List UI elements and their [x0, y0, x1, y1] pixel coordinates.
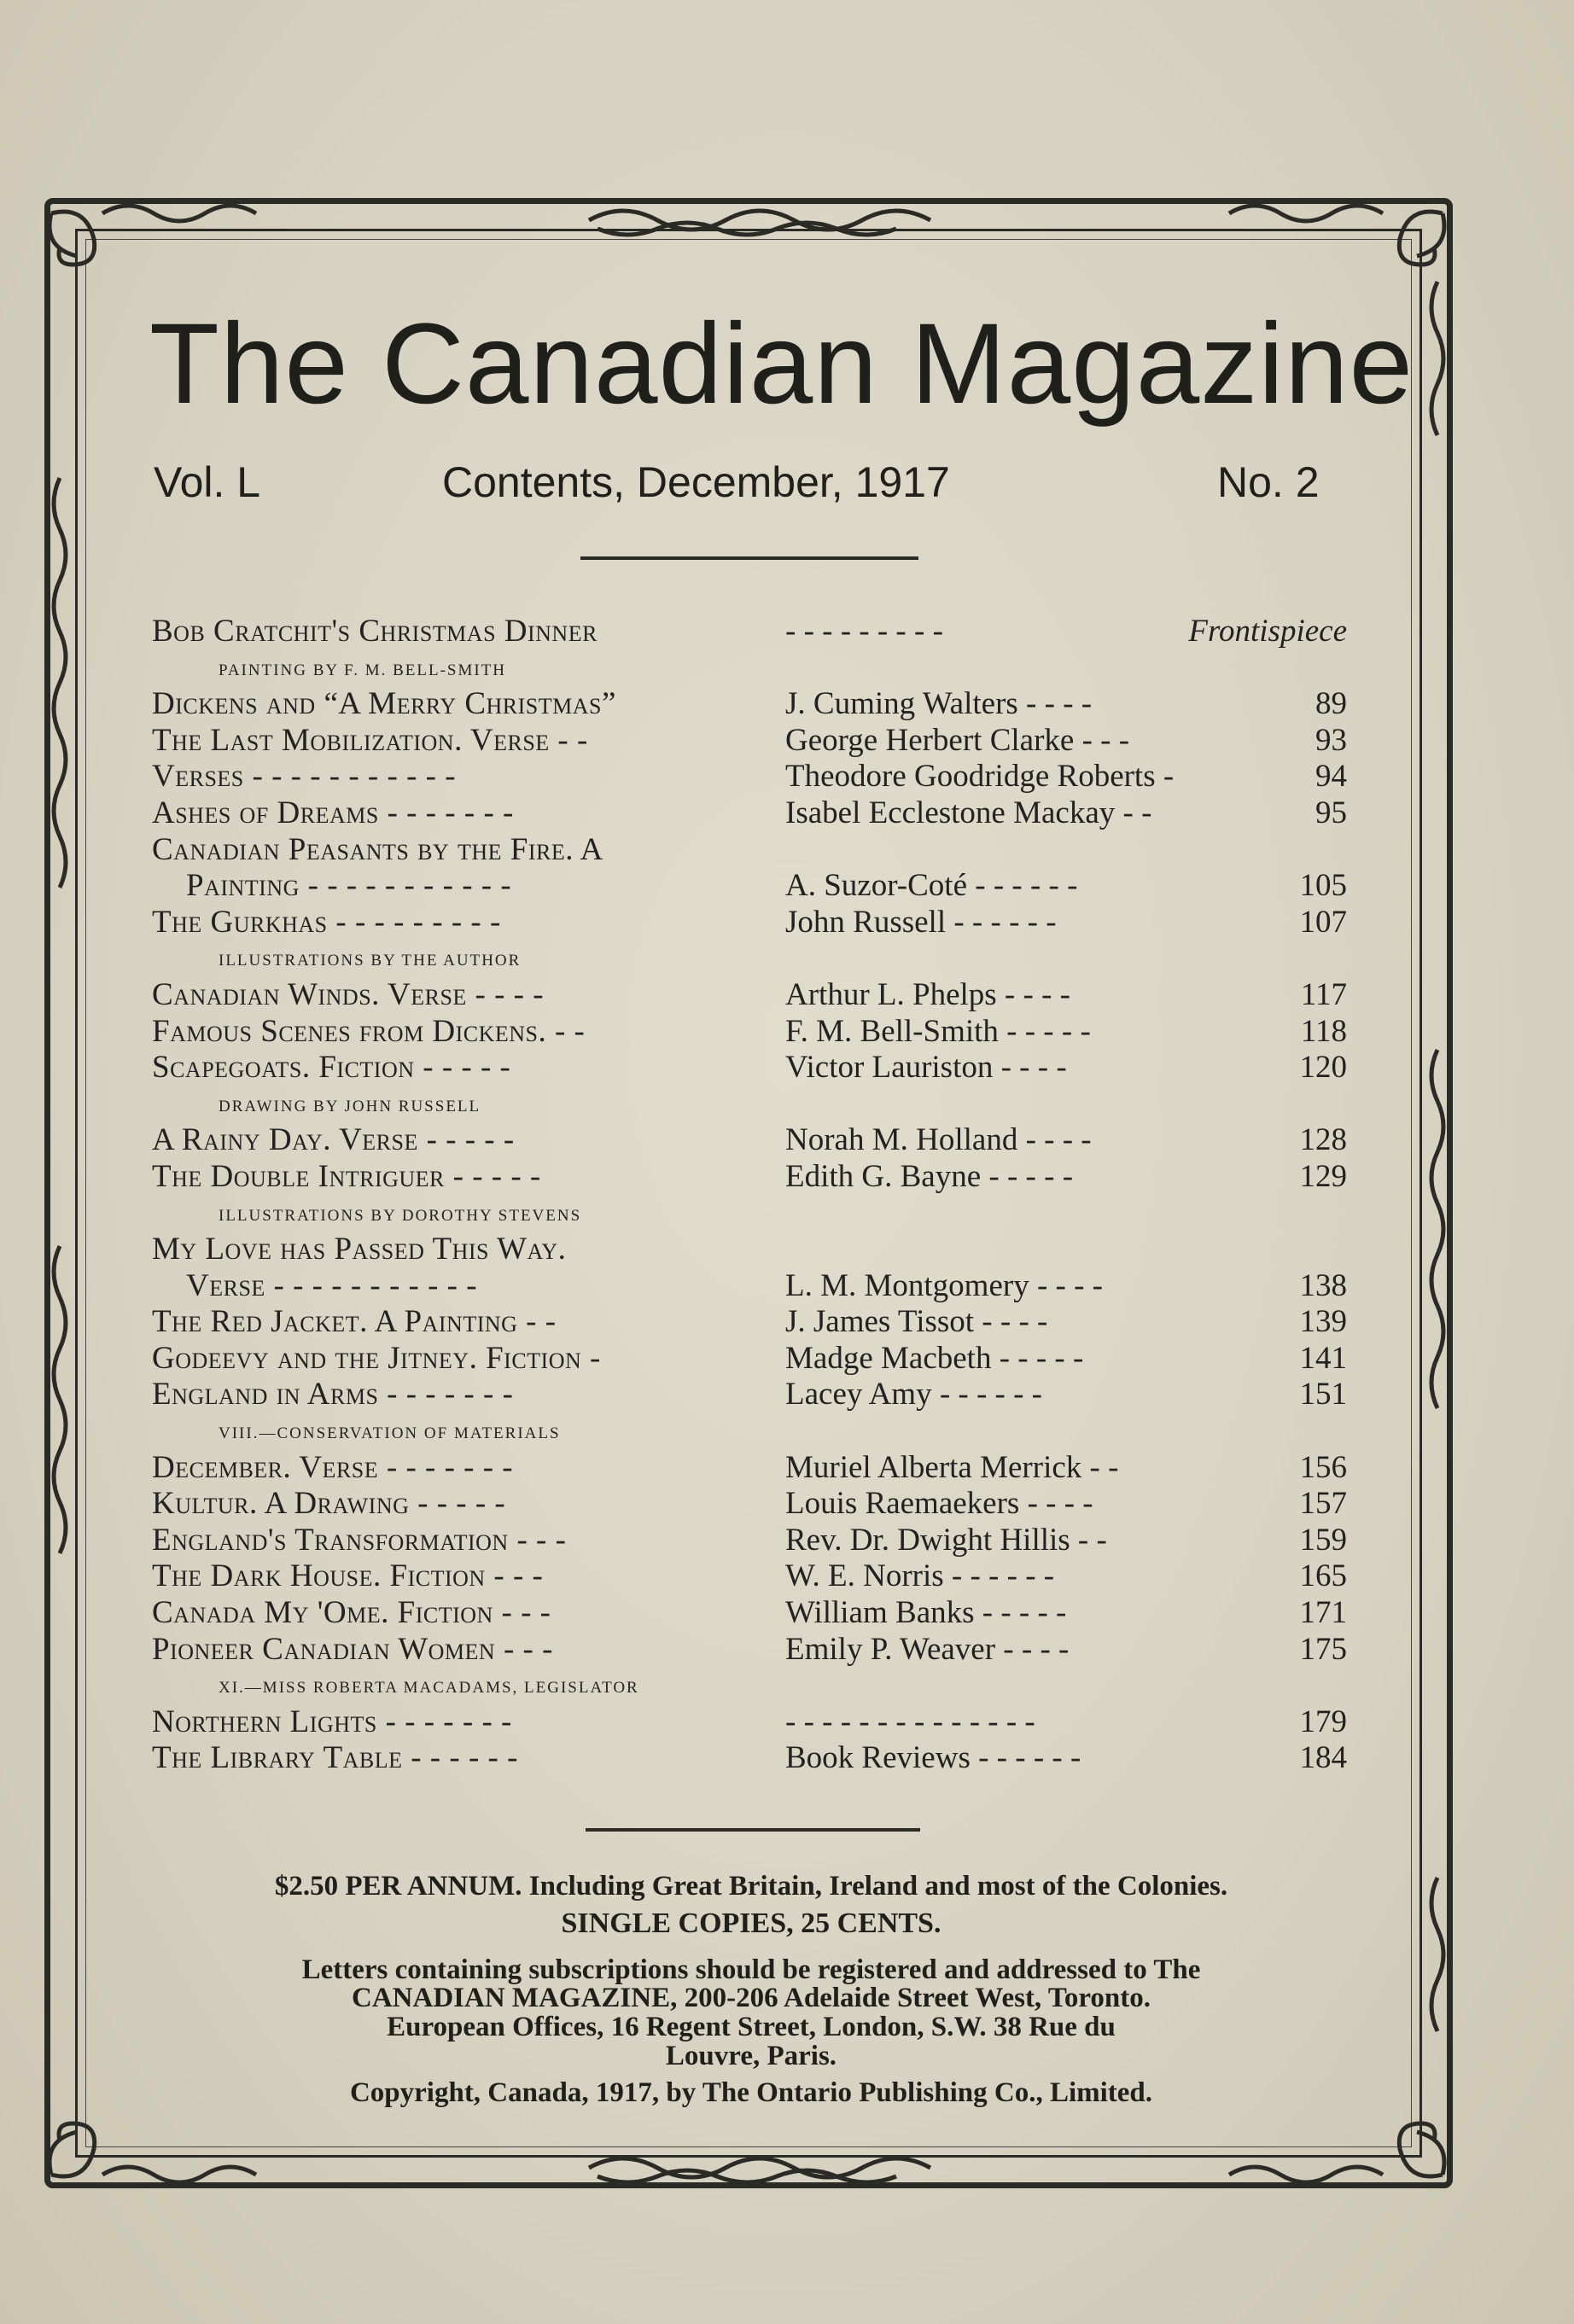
- contents-date: Contents, December, 1917: [442, 458, 950, 506]
- toc-author: Norah M. Holland - - - -: [785, 1122, 1092, 1158]
- toc-entry: [152, 1594, 1347, 1631]
- toc-page-number: 105: [1299, 868, 1347, 904]
- toc-note-text: VIII.—CONSERVATION OF MATERIALS: [219, 1424, 561, 1443]
- toc-entry: [152, 722, 1347, 759]
- toc-entry: [152, 1303, 1347, 1340]
- toc-title: Scapegoats. Fiction - - - - -: [152, 1050, 511, 1086]
- toc-entry: [152, 904, 1347, 941]
- toc-title: Famous Scenes from Dickens. - -: [152, 1013, 586, 1049]
- toc-author: W. E. Norris - - - - - -: [785, 1558, 1055, 1594]
- toc-entry: [152, 758, 1347, 795]
- toc-entry: [152, 1376, 1347, 1412]
- european-offices: European Offices, 16 Regent Street, London, S.W. 38 Rue du: [387, 2012, 1116, 2042]
- toc-note: [152, 940, 1347, 976]
- toc-author: Isabel Ecclestone Mackay - -: [785, 795, 1152, 830]
- toc-author: Rev. Dr. Dwight Hillis - -: [785, 1522, 1107, 1558]
- toc-author: John Russell - - - - - -: [785, 904, 1057, 940]
- toc-page-number: 184: [1299, 1740, 1347, 1776]
- toc-title: Canada My 'Ome. Fiction - - -: [152, 1595, 551, 1631]
- toc-note: [152, 1086, 1347, 1122]
- toc-page-number: 157: [1299, 1486, 1347, 1522]
- toc-entry: [152, 613, 1347, 649]
- toc-entry: [152, 1558, 1347, 1594]
- toc-page-number: 138: [1299, 1267, 1347, 1303]
- toc-author: Louis Raemaekers - - - -: [785, 1486, 1093, 1522]
- toc-entry: [152, 1121, 1347, 1158]
- toc-entry: [152, 1704, 1347, 1740]
- top-cartouche: [589, 211, 930, 230]
- toc-entry: [152, 1231, 1347, 1267]
- toc-author: L. M. Montgomery - - - -: [785, 1267, 1103, 1303]
- toc-title: A Rainy Day. Verse - - - - -: [152, 1122, 515, 1158]
- toc-title: Kultur. A Drawing - - - - -: [152, 1486, 506, 1522]
- toc-entry: [152, 1631, 1347, 1668]
- toc-title: The Red Jacket. A Painting - -: [152, 1304, 557, 1340]
- corner-scroll-bottom-right: [1399, 2123, 1444, 2176]
- toc-title: Pioneer Canadian Women - - -: [152, 1631, 553, 1667]
- toc-page-number: 95: [1315, 795, 1347, 830]
- toc-title: The Last Mobilization. Verse - -: [152, 722, 588, 758]
- table-of-contents: [152, 613, 1347, 1776]
- toc-author: George Herbert Clarke - - -: [785, 722, 1130, 758]
- toc-note-text: ILLUSTRATIONS BY DOROTHY STEVENS: [219, 1206, 582, 1225]
- toc-note: [152, 1195, 1347, 1232]
- toc-page-number: 94: [1315, 759, 1347, 795]
- toc-title: The Dark House. Fiction - - -: [152, 1558, 544, 1594]
- toc-page-number: 89: [1315, 686, 1347, 722]
- toc-page-number: 151: [1299, 1377, 1347, 1412]
- toc-title: My Love has Passed This Way.: [152, 1232, 567, 1267]
- toc-title: Ashes of Dreams - - - - - - -: [152, 795, 514, 830]
- toc-author: Lacey Amy - - - - - -: [785, 1377, 1043, 1412]
- corner-scroll-top-left: [50, 212, 95, 265]
- toc-page-number: 139: [1299, 1304, 1347, 1340]
- toc-page-number: 141: [1299, 1340, 1347, 1376]
- toc-title: Painting - - - - - - - - - - -: [186, 868, 512, 904]
- toc-entry: [152, 1485, 1347, 1522]
- subscription-price: $2.50 PER ANNUM. Including Great Britain, Ireland and most of the Colonies.: [274, 1871, 1228, 1902]
- toc-entry: [152, 867, 1347, 904]
- toc-title: Dickens and “A Merry Christmas”: [152, 686, 616, 722]
- toc-page-number: 128: [1299, 1122, 1347, 1158]
- header-divider: [580, 556, 918, 560]
- toc-page-number: 107: [1299, 904, 1347, 940]
- toc-entry: [152, 1049, 1347, 1086]
- toc-page-number: 117: [1300, 976, 1347, 1012]
- toc-title: The Double Intriguer - - - - -: [152, 1158, 541, 1194]
- toc-title: England in Arms - - - - - - -: [152, 1377, 514, 1412]
- toc-author: William Banks - - - - -: [785, 1595, 1067, 1631]
- toc-author: J. Cuming Walters - - - -: [785, 686, 1093, 722]
- toc-title: Verse - - - - - - - - - - -: [186, 1267, 478, 1303]
- toc-page-number: 156: [1299, 1449, 1347, 1485]
- toc-title: England's Transformation - - -: [152, 1522, 567, 1558]
- toc-entry: [152, 795, 1347, 831]
- toc-note-text: ILLUSTRATIONS BY THE AUTHOR: [219, 952, 522, 970]
- toc-entry: [152, 1449, 1347, 1486]
- toc-title: The Library Table - - - - - -: [152, 1740, 518, 1776]
- toc-title: Godeevy and the Jitney. Fiction -: [152, 1340, 601, 1376]
- right-side-chain: [1431, 1050, 1443, 1408]
- toc-author: A. Suzor-Coté - - - - - -: [785, 868, 1078, 904]
- corner-scroll-top-right: [1399, 212, 1444, 265]
- left-side-chain: [54, 478, 66, 888]
- toc-entry: [152, 1013, 1347, 1050]
- toc-note: [152, 1667, 1347, 1704]
- toc-author: - - - - - - - - -: [785, 614, 943, 649]
- toc-entry: [152, 1158, 1347, 1195]
- toc-author: Arthur L. Phelps - - - -: [785, 976, 1070, 1012]
- toc-page-number: Frontispiece: [1188, 614, 1347, 649]
- toc-note-text: XI.—MISS ROBERTA MACADAMS, LEGISLATOR: [219, 1679, 639, 1698]
- toc-title: Verses - - - - - - - - - - -: [152, 759, 457, 795]
- toc-author: J. James Tissot - - - -: [785, 1304, 1048, 1340]
- toc-page-number: 171: [1299, 1595, 1347, 1631]
- toc-entry: [152, 1739, 1347, 1776]
- toc-author: Victor Lauriston - - - -: [785, 1050, 1067, 1086]
- toc-entry: [152, 685, 1347, 722]
- toc-note: [152, 1412, 1347, 1449]
- toc-page-number: 175: [1299, 1631, 1347, 1667]
- toc-author: Edith G. Bayne - - - - -: [785, 1158, 1074, 1194]
- toc-note-text: PAINTING BY F. M. BELL-SMITH: [219, 661, 507, 679]
- toc-title: December. Verse - - - - - - -: [152, 1449, 514, 1485]
- toc-author: Book Reviews - - - - - -: [785, 1740, 1081, 1776]
- single-copy-price: SINGLE COPIES, 25 CENTS.: [561, 1908, 941, 1939]
- european-offices-cont: Louvre, Paris.: [665, 2041, 837, 2071]
- toc-title: The Gurkhas - - - - - - - - -: [152, 904, 501, 940]
- toc-entry: [152, 1340, 1347, 1377]
- bottom-cartouche: [589, 2158, 930, 2177]
- toc-title: Bob Cratchit's Christmas Dinner: [152, 614, 598, 649]
- toc-author: - - - - - - - - - - - - - -: [785, 1704, 1035, 1739]
- toc-entry: [152, 976, 1347, 1013]
- toc-page-number: 159: [1299, 1522, 1347, 1558]
- toc-entry: [152, 831, 1347, 868]
- volume-label: Vol. L: [154, 458, 261, 506]
- toc-author: Theodore Goodridge Roberts -: [785, 759, 1175, 795]
- toc-author: F. M. Bell-Smith - - - - -: [785, 1013, 1091, 1049]
- copyright-notice: Copyright, Canada, 1917, by The Ontario Publishing Co., Limited.: [349, 2077, 1153, 2108]
- corner-scroll-bottom-left: [50, 2123, 95, 2176]
- toc-author: Emily P. Weaver - - - -: [785, 1631, 1070, 1667]
- toc-page-number: 120: [1299, 1050, 1347, 1086]
- footer-divider: [586, 1828, 920, 1832]
- toc-author: Muriel Alberta Merrick - -: [785, 1449, 1119, 1485]
- toc-note-text: DRAWING BY JOHN RUSSELL: [219, 1097, 481, 1115]
- toc-title: Canadian Peasants by the Fire. A: [152, 831, 603, 867]
- toc-title: Northern Lights - - - - - - -: [152, 1704, 512, 1739]
- toc-page-number: 165: [1299, 1558, 1347, 1594]
- toc-page-number: 179: [1299, 1704, 1347, 1739]
- toc-author: Madge Macbeth - - - - -: [785, 1340, 1084, 1376]
- toc-page-number: 129: [1299, 1158, 1347, 1194]
- toc-page-number: 118: [1300, 1013, 1347, 1049]
- magazine-title: The Canadian Magazine: [149, 300, 1414, 428]
- publisher-address: CANADIAN MAGAZINE, 200-206 Adelaide Street West, Toronto.: [352, 1983, 1151, 2013]
- toc-entry: [152, 1522, 1347, 1558]
- issue-number: No. 2: [1217, 458, 1320, 506]
- toc-page-number: 93: [1315, 722, 1347, 758]
- toc-title: Canadian Winds. Verse - - - -: [152, 976, 545, 1012]
- toc-note: [152, 649, 1347, 686]
- subscription-instructions: Letters containing subscriptions should be registered and addressed to The: [301, 1954, 1201, 1985]
- toc-entry: [152, 1267, 1347, 1304]
